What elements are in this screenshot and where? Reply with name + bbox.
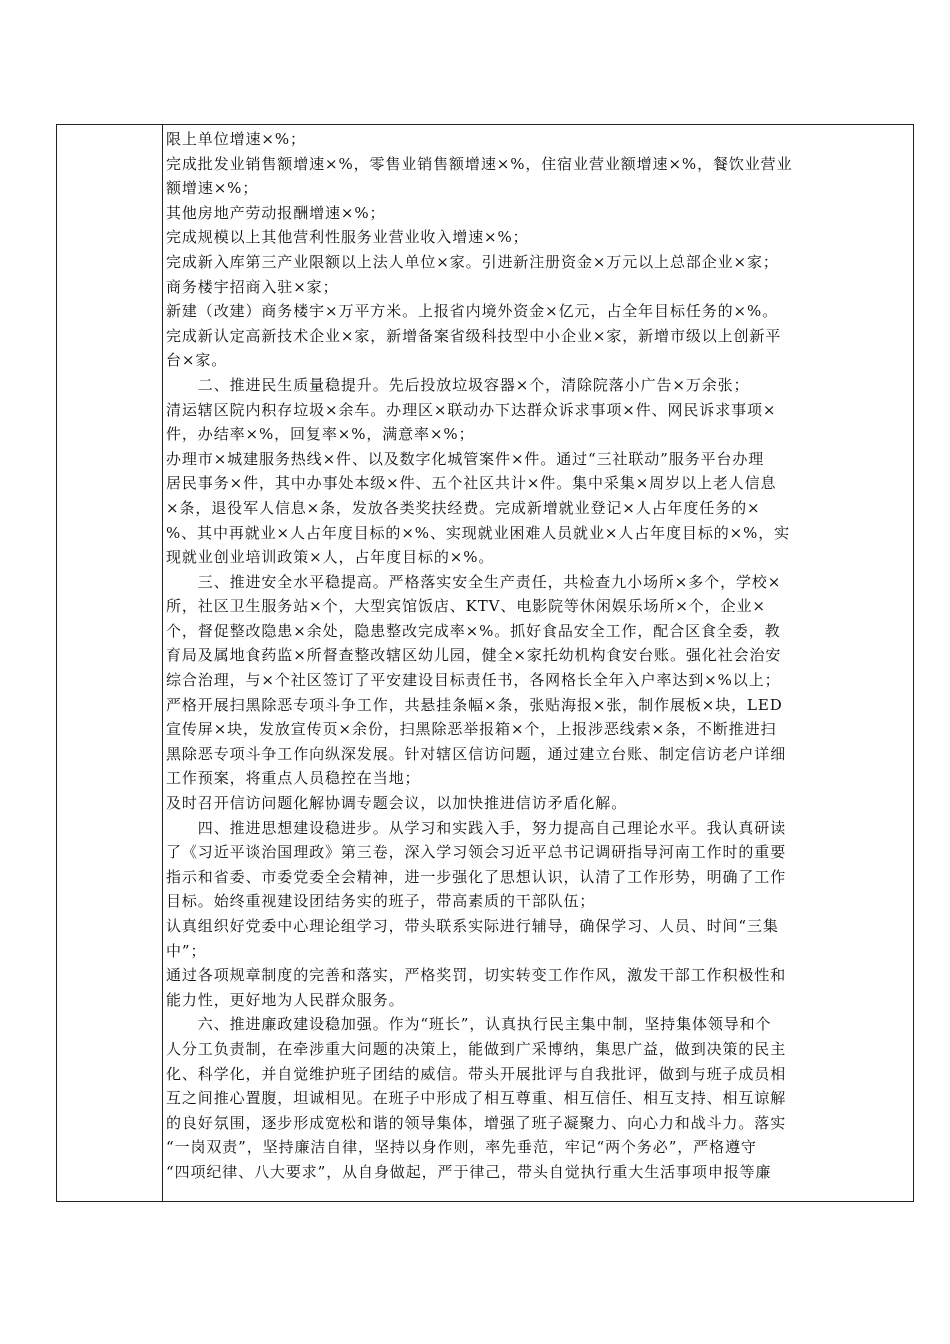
text-line: 现就业创业培训政策×人，占年度目标的×%。 (166, 548, 495, 567)
text-line: 清运辖区院内积存垃圾×余车。办理区×联动办下达群众诉求事项×件、网民诉求事项× (166, 400, 777, 419)
text-line: 宣传屏×块，发放宣传页×余份，扫黑除恶举报箱×个，上报涉恶线索×条，不断推进扫 (166, 720, 777, 739)
text-line: 台×家。 (166, 351, 228, 370)
text-line: 综合治理，与×个社区签订了平安建设目标责任书，各网格长全年入户率达到×%以上； (166, 671, 781, 690)
text-line: 人分工负责制，在牵涉重大问题的决策上，能做到广采博纳，集思广益，做到决策的民主 (166, 1039, 787, 1058)
text-line: 严格开展扫黑除恶专项斗争工作，共悬挂条幅×条，张贴海报×张，制作展板×块，LED (166, 695, 783, 714)
text-line: 商务楼宇招商入驻×家； (166, 277, 339, 296)
text-line: 新建（改建）商务楼宇×万平方米。上报省内境外资金×亿元，占全年目标任务的×%。 (166, 302, 779, 321)
text-line: 中”； (166, 941, 207, 960)
text-line: 六、推进廉政建设稳加强。作为“班长”，认真执行民主集中制，坚持集体领导和个 (166, 1015, 772, 1034)
text-line: 完成规模以上其他营利性服务业营业收入增速×%； (166, 228, 529, 247)
text-line: 目标。始终重视建设团结务实的班子，带高素质的干部队伍； (166, 892, 596, 911)
text-line: 四、推进思想建设稳进步。从学习和实践入手，努力提高自己理论水平。我认真研读 (166, 818, 787, 837)
text-line: 办理市×城建服务热线×件、以及数字化城管案件×件。通过“三社联动”服务平台办理 (166, 449, 765, 468)
text-line: 完成新认定高新技术企业×家，新增备案省级科技型中小企业×家，新增市级以上创新平 (166, 326, 782, 345)
text-line: 个，督促整改隐患×余处，隐患整改完成率×%。抓好食品安全工作，配合区食全委，教 (166, 621, 781, 640)
text-line: 其他房地产劳动报酬增速×%； (166, 203, 386, 222)
text-line: 限上单位增速×%； (166, 130, 306, 148)
text-line: 工作预案，将重点人员稳控在当地； (166, 769, 421, 788)
text-line: 了《习近平谈治国理政》第三卷，深入学习领会习近平总书记调研指导河南工作时的重要 (166, 843, 787, 862)
text-line: “一岗双责”，坚持廉洁自律，坚持以身作则，率先垂范，牢记“两个务必”，严格遵守 (166, 1138, 757, 1157)
text-line: 认真组织好党委中心理论组学习，带头联系实际进行辅导，确保学习、人员、时间“三集 (166, 917, 779, 935)
text-line: 件，办结率×%，回复率×%，满意率×%； (166, 425, 475, 444)
text-line: 能力性，更好地为人民群众服务。 (166, 990, 405, 1009)
text-line: 三、推进安全水平稳提高。严格落实安全生产责任，共检查九小场所×多个，学校× (166, 572, 782, 591)
text-line: 二、推进民生质量稳提升。先后投放垃圾容器×个，清除院落小广告×万余张； (166, 375, 750, 394)
text-line: 居民事务×件，其中办事处本级×件、五个社区共计×件。集中采集×周岁以上老人信息 (166, 474, 777, 493)
document-table (56, 124, 914, 1202)
text-line: 黑除恶专项斗争工作向纵深发展。针对辖区信访问题，通过建立台账、制定信访老户详细 (166, 744, 787, 763)
text-line: 互之间推心置腹，坦诚相见。在班子中形成了相互尊重、相互信任、相互支持、相互谅解 (166, 1089, 787, 1108)
text-line: 育局及属地食药监×所督查整改辖区幼儿园，健全×家托幼机构食安台账。强化社会治安 (166, 646, 782, 665)
text-line: 及时召开信访问题化解协调专题会议，以加快推进信访矛盾化解。 (166, 794, 628, 813)
text-line: 指示和省委、市委党委全会精神，进一步强化了思想认识，认清了工作形势，明确了工作 (166, 867, 787, 886)
text-line: 额增速×%； (166, 179, 259, 198)
text-line: 完成批发业销售额增速×%，零售业销售额增速×%，住宿业营业额增速×%，餐饮业营业 (166, 154, 793, 173)
text-line: 所，社区卫生服务站×个，大型宾馆饭店、KTV、电影院等休闲娱乐场所×个，企业× (166, 597, 766, 616)
text-line: 通过各项规章制度的完善和落实，严格奖罚，切实转变工作作风，激发干部工作积极性和 (166, 966, 787, 985)
text-line: “四项纪律、八大要求”，从自身做起，严于律己，带头自觉执行重大生活事项申报等廉 (166, 1162, 772, 1181)
table-content-cell (164, 125, 913, 1201)
table-label-cell (57, 125, 163, 1201)
text-line: ×条，退役军人信息×条，发放各类奖扶经费。完成新增就业登记×人占年度任务的× (166, 498, 761, 517)
text-line: %、其中再就业×人占年度目标的×%、实现就业困难人员就业×人占年度目标的×%，实 (166, 523, 791, 542)
text-line: 化、科学化，并自觉维护班子团结的威信。带头开展批评与自我批评，做到与班子成员相 (166, 1064, 787, 1083)
text-line: 的良好氛围，逐步形成宽松和谐的领导集体，增强了班子凝聚力、向心力和战斗力。落实 (166, 1113, 787, 1132)
text-line: 完成新入库第三产业限额以上法人单位×家。引进新注册资金×万元以上总部企业×家； (166, 252, 779, 271)
